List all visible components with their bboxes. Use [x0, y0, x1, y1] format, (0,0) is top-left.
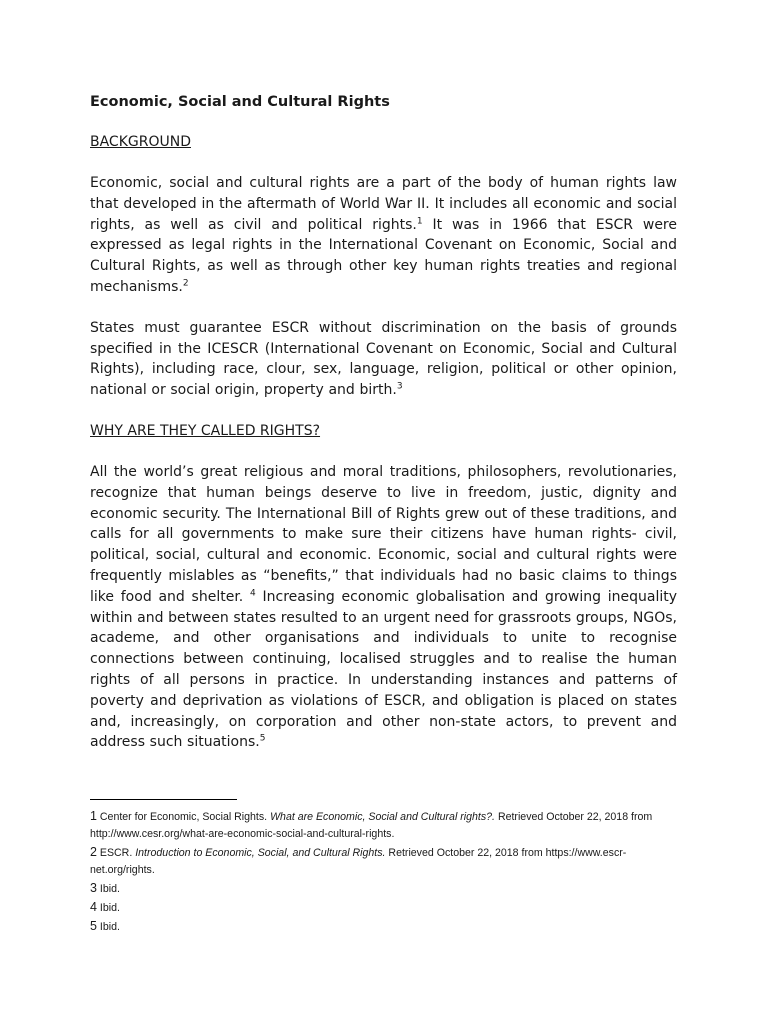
footnote-separator: [90, 799, 237, 800]
document-title: Economic, Social and Cultural Rights: [90, 94, 390, 110]
footnote-source: Ibid.: [96, 883, 120, 895]
footnote-2: [90, 844, 670, 879]
footnote-title: Introduction to Economic, Social, and Cultural Rights.: [135, 847, 386, 859]
footnote-source: Center for Economic, Social Rights.: [96, 811, 271, 823]
footnote-ref: 2: [182, 278, 189, 289]
footnote-3: [90, 880, 670, 898]
section-heading-why-rights: WHY ARE THEY CALLED RIGHTS?: [90, 422, 321, 439]
section-heading-background: BACKGROUND: [90, 134, 191, 150]
paragraph-text: States must guarantee ESCR without discrimination on the basis of grounds specified in the ICESCR (International Covenant on Economic, Social and Cultural Rights), including race, clour, sex, language, religion, political or other opinion, national or social origin, property and birth.: [90, 319, 677, 399]
footnote-ref: 3: [396, 381, 403, 392]
footnote-number: 1: [90, 809, 97, 823]
footnote-source: Ibid.: [96, 902, 120, 914]
footnote-ref: 5: [259, 733, 266, 744]
footnote-number: 3: [90, 881, 97, 895]
footnote-source: ESCR.: [96, 847, 136, 859]
footnote-1: [90, 808, 670, 843]
footnote-ref: 4: [250, 588, 256, 599]
paragraph-background-1: [90, 173, 677, 298]
footnotes: [90, 799, 670, 937]
footnote-number: 5: [90, 919, 97, 933]
paragraph-text: Increasing economic globalisation and growing inequality within and between states resulted to an urgent need for grassroots groups, NGOs, academe, and other organisations and individuals to unite to recognise connections between continuing, localised struggles and to realise the human rights of all persons in practice. In understanding instances and patterns of poverty and deprivation as violations of ESCR, and obligation is placed on states and, increasingly, on corporation and other non-state actors, to prevent and address such situations.: [90, 588, 677, 751]
footnote-4: [90, 899, 670, 917]
footnote-number: 4: [90, 900, 97, 914]
footnote-title: What are Economic, Social and Cultural rights?.: [270, 811, 495, 823]
footnote-number: 2: [90, 845, 97, 859]
footnote-ref: 1: [416, 215, 423, 226]
footnote-retrieved: Retrieved October 22, 2018 from https://www.escr-net.org/rights.: [90, 847, 627, 876]
paragraph-text: It was in 1966 that ESCR were expressed as legal rights in the International Covenant on Economic, Social and Cultural Rights, as well as through other key human rights treaties and regional mechanisms.: [90, 216, 677, 295]
paragraph-text: Economic, social and cultural rights are a part of the body of human rights law that developed in the aftermath of World War II. It includes all economic and social rights, as well as civil and political rights.: [90, 175, 677, 233]
footnote-5: [90, 918, 670, 936]
footnote-source: Ibid.: [96, 921, 120, 933]
footnote-retrieved: Retrieved October 22, 2018 from http://www.cesr.org/what-are-economic-social-and-cultural-rights.: [90, 811, 653, 840]
paragraph-background-2: [90, 318, 677, 401]
paragraph-why-rights: [90, 462, 677, 753]
document-body: [90, 91, 677, 773]
paragraph-text: All the world’s great religious and moral traditions, philosophers, revolutionaries, recognize that human beings deserve to live in freedom, justic, dignity and economic security. The International Bill of Rights grew out of these traditions, and calls for all governments to make sure their citizens have human rights- civil, political, social, cultural and economic. Economic, social and cultural rights were frequently mislables as “benefits,” that individuals had no basic claims to things like food and shelter.: [90, 463, 677, 605]
